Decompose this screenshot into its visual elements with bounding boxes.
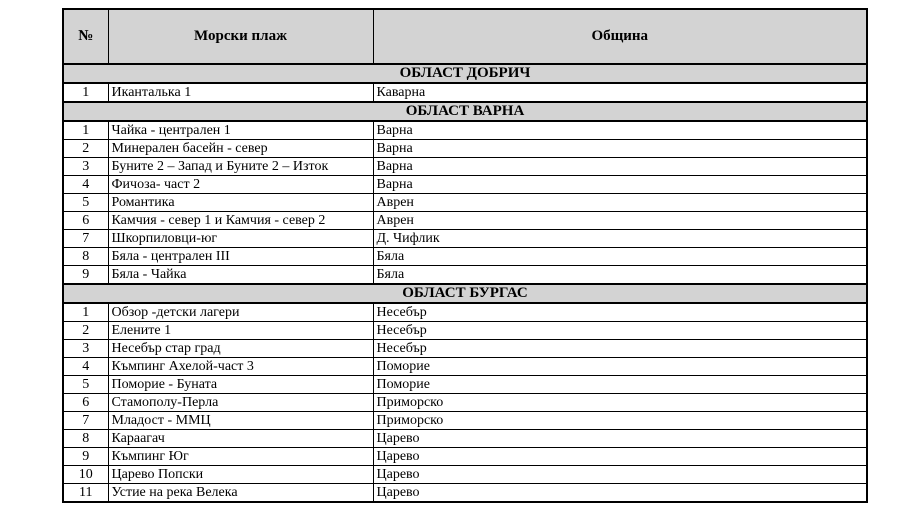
row-number-cell: 8 xyxy=(63,430,108,448)
table-row xyxy=(63,394,867,412)
row-number-cell: 8 xyxy=(63,248,108,266)
beach-name-cell: Бяла - Чайка xyxy=(108,266,373,285)
table-row xyxy=(63,358,867,376)
municipality-cell: Царево xyxy=(373,484,867,503)
beach-name-cell: Иканталька 1 xyxy=(108,83,373,102)
table-row xyxy=(63,158,867,176)
row-number-cell: 4 xyxy=(63,358,108,376)
municipality-cell: Приморско xyxy=(373,394,867,412)
municipality-cell: Несебър xyxy=(373,322,867,340)
header-row xyxy=(63,9,867,64)
row-number-cell: 7 xyxy=(63,412,108,430)
beach-name-cell: Караагач xyxy=(108,430,373,448)
table-row xyxy=(63,121,867,140)
row-number-cell: 9 xyxy=(63,448,108,466)
table-row xyxy=(63,376,867,394)
beach-name-cell: Устие на река Велека xyxy=(108,484,373,503)
municipality-cell: Поморие xyxy=(373,358,867,376)
table-row xyxy=(63,466,867,484)
municipality-cell: Аврен xyxy=(373,212,867,230)
table-row xyxy=(63,484,867,503)
table-row xyxy=(63,83,867,102)
municipality-cell: Варна xyxy=(373,140,867,158)
row-number-cell: 2 xyxy=(63,140,108,158)
row-number-cell: 5 xyxy=(63,376,108,394)
municipality-cell: Варна xyxy=(373,176,867,194)
municipality-cell: Д. Чифлик xyxy=(373,230,867,248)
row-number-cell: 1 xyxy=(63,121,108,140)
municipality-cell: Каварна xyxy=(373,83,867,102)
table-row xyxy=(63,140,867,158)
table-row xyxy=(63,176,867,194)
section-header-row xyxy=(63,284,867,303)
section-header-row xyxy=(63,102,867,121)
beach-name-cell: Романтика xyxy=(108,194,373,212)
table-body xyxy=(63,64,867,502)
municipality-cell: Бяла xyxy=(373,266,867,285)
row-number-cell: 4 xyxy=(63,176,108,194)
row-number-cell: 2 xyxy=(63,322,108,340)
municipality-cell: Приморско xyxy=(373,412,867,430)
municipality-cell: Царево xyxy=(373,448,867,466)
column-header-municipality: Община xyxy=(373,9,867,64)
row-number-cell: 10 xyxy=(63,466,108,484)
row-number-cell: 1 xyxy=(63,83,108,102)
row-number-cell: 11 xyxy=(63,484,108,503)
beach-name-cell: Чайка - централен 1 xyxy=(108,121,373,140)
row-number-cell: 7 xyxy=(63,230,108,248)
table-row xyxy=(63,194,867,212)
row-number-cell: 3 xyxy=(63,158,108,176)
municipality-cell: Варна xyxy=(373,158,867,176)
row-number-cell: 1 xyxy=(63,303,108,322)
table-row xyxy=(63,230,867,248)
beach-name-cell: Минерален басейн - север xyxy=(108,140,373,158)
table-row xyxy=(63,303,867,322)
beach-name-cell: Къмпинг Ахелой-част 3 xyxy=(108,358,373,376)
table-row xyxy=(63,430,867,448)
column-header-number: № xyxy=(63,9,108,64)
table-row xyxy=(63,322,867,340)
beach-name-cell: Елените 1 xyxy=(108,322,373,340)
beach-name-cell: Младост - ММЦ xyxy=(108,412,373,430)
table-row xyxy=(63,448,867,466)
beach-name-cell: Шкорпиловци-юг xyxy=(108,230,373,248)
beach-name-cell: Бяла - централен III xyxy=(108,248,373,266)
municipality-cell: Поморие xyxy=(373,376,867,394)
row-number-cell: 5 xyxy=(63,194,108,212)
row-number-cell: 6 xyxy=(63,212,108,230)
beach-name-cell: Камчия - север 1 и Камчия - север 2 xyxy=(108,212,373,230)
municipality-cell: Аврен xyxy=(373,194,867,212)
row-number-cell: 3 xyxy=(63,340,108,358)
section-header-row xyxy=(63,64,867,83)
beach-name-cell: Буните 2 – Запад и Буните 2 – Изток xyxy=(108,158,373,176)
table-row xyxy=(63,340,867,358)
table-row xyxy=(63,412,867,430)
municipality-cell: Варна xyxy=(373,121,867,140)
municipality-cell: Царево xyxy=(373,430,867,448)
municipality-cell: Несебър xyxy=(373,340,867,358)
row-number-cell: 9 xyxy=(63,266,108,285)
section-title: ОБЛАСТ БУРГАС xyxy=(63,284,867,303)
table-row xyxy=(63,248,867,266)
beach-name-cell: Царево Попски xyxy=(108,466,373,484)
row-number-cell: 6 xyxy=(63,394,108,412)
section-title: ОБЛАСТ ДОБРИЧ xyxy=(63,64,867,83)
beach-table xyxy=(62,8,868,503)
beach-name-cell: Стамополу-Перла xyxy=(108,394,373,412)
municipality-cell: Бяла xyxy=(373,248,867,266)
beach-name-cell: Къмпинг Юг xyxy=(108,448,373,466)
beach-name-cell: Обзор -детски лагери xyxy=(108,303,373,322)
column-header-beach: Морски плаж xyxy=(108,9,373,64)
table-row xyxy=(63,212,867,230)
municipality-cell: Несебър xyxy=(373,303,867,322)
beach-name-cell: Фичоза- част 2 xyxy=(108,176,373,194)
section-title: ОБЛАСТ ВАРНА xyxy=(63,102,867,121)
table-row xyxy=(63,266,867,285)
beach-name-cell: Несебър стар град xyxy=(108,340,373,358)
beach-name-cell: Поморие - Буната xyxy=(108,376,373,394)
municipality-cell: Царево xyxy=(373,466,867,484)
